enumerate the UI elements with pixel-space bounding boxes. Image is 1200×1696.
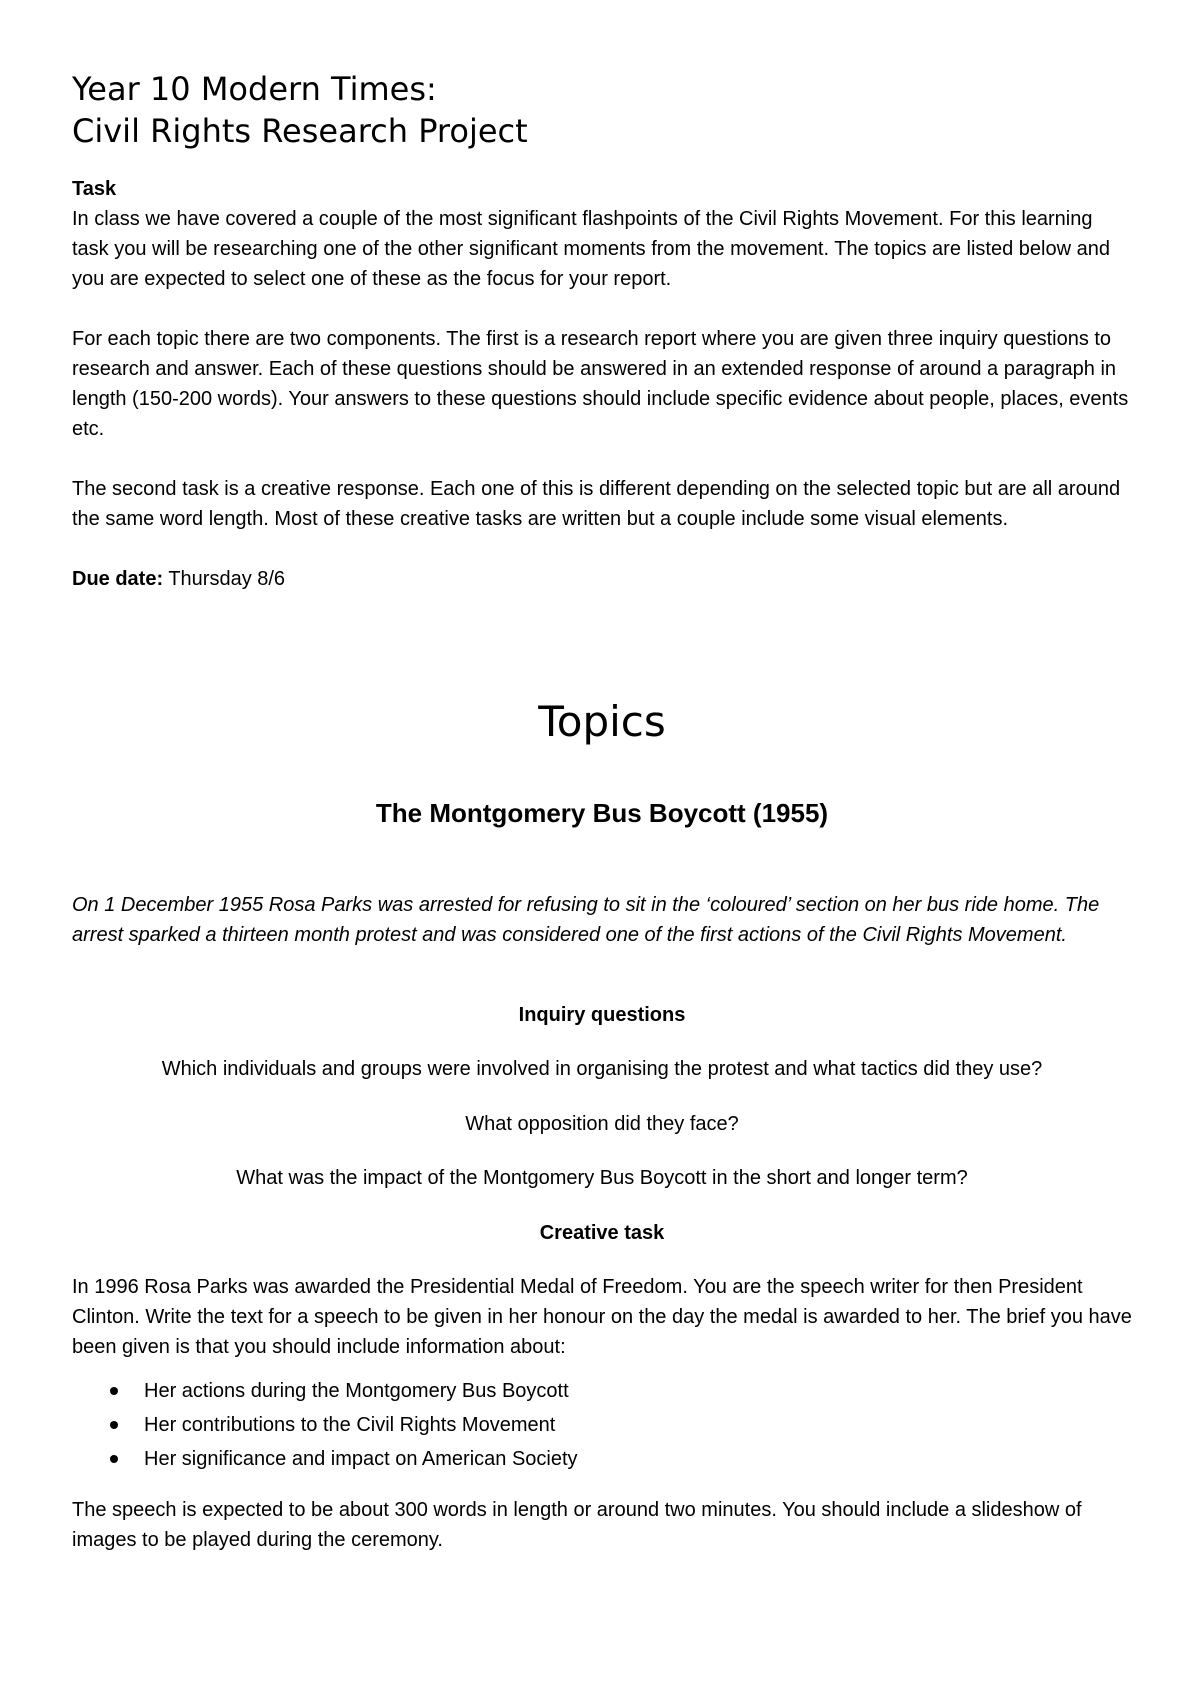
title-line-2: Civil Rights Research Project — [72, 112, 528, 150]
bullet-text: Her significance and impact on American Society — [144, 1448, 578, 1470]
creative-task-bullets — [72, 1374, 1132, 1476]
inquiry-question-1: Which individuals and groups were involved in organising the protest and what tactics did they use? — [161, 1058, 1043, 1080]
task-paragraph-2: For each topic there are two components. The first is a research report where you are given three inquiry questions to research and answer. Each of these questions should be answered in an extended response of around a paragraph in length (150-200 words). Your answers to these questions should include specific evidence about people, places, events etc. — [72, 328, 1129, 440]
creative-task-label: Creative task — [539, 1222, 665, 1244]
title-line-1: Year 10 Modern Times: — [72, 70, 437, 108]
task-paragraph-1: In class we have covered a couple of the most significant flashpoints of the Civil Rights Movement. For this learning task you will be researching one of the other significant moments from the movement. The topics are listed below and you are expected to select one of these as the focus for your report. — [72, 208, 1110, 290]
creative-task-text: In 1996 Rosa Parks was awarded the Presidential Medal of Freedom. You are the speech writer for then President Clinton. Write the text for a speech to be given in her honour on the day the medal is awarded to her. The brief you have been given is that you should include information about: — [72, 1276, 1132, 1358]
task-paragraph-3: The second task is a creative response. Each one of this is different depending on the selected topic but are all around the same word length. Most of these creative tasks are written but a couple include some visual elements. — [72, 478, 1121, 530]
list-item — [72, 1408, 1132, 1442]
document-title — [72, 68, 1132, 152]
list-item — [72, 1442, 1132, 1476]
due-date-value: Thursday 8/6 — [163, 568, 286, 590]
document-page — [72, 68, 1132, 1551]
task-label: Task — [72, 178, 117, 200]
bullet-icon — [110, 1455, 118, 1463]
bullet-text: Her actions during the Montgomery Bus Boycott — [144, 1380, 569, 1402]
due-date — [72, 564, 1132, 594]
due-date-label: Due date: — [72, 568, 164, 590]
list-item — [72, 1374, 1132, 1408]
closing-paragraph: The speech is expected to be about 300 words in length or around two minutes. You should include a slideshow of images to be played during the ceremony. — [72, 1499, 1082, 1551]
bullet-icon — [110, 1387, 118, 1395]
inquiry-question-2: What opposition did they face? — [465, 1113, 739, 1135]
inquiry-question-3: What was the impact of the Montgomery Bus Boycott in the short and longer term? — [236, 1167, 968, 1189]
topic-title: The Montgomery Bus Boycott (1955) — [375, 798, 829, 828]
topic-intro: On 1 December 1955 Rosa Parks was arrested for refusing to sit in the ‘coloured’ section on her bus ride home. The arrest sparked a thirteen month protest and was considered one of the first actions of the Civil Rights Movement. — [72, 894, 1100, 946]
bullet-text: Her contributions to the Civil Rights Movement — [144, 1414, 556, 1436]
bullet-icon — [110, 1421, 118, 1429]
topics-heading: Topics — [538, 697, 666, 746]
inquiry-questions-label: Inquiry questions — [518, 1004, 686, 1026]
